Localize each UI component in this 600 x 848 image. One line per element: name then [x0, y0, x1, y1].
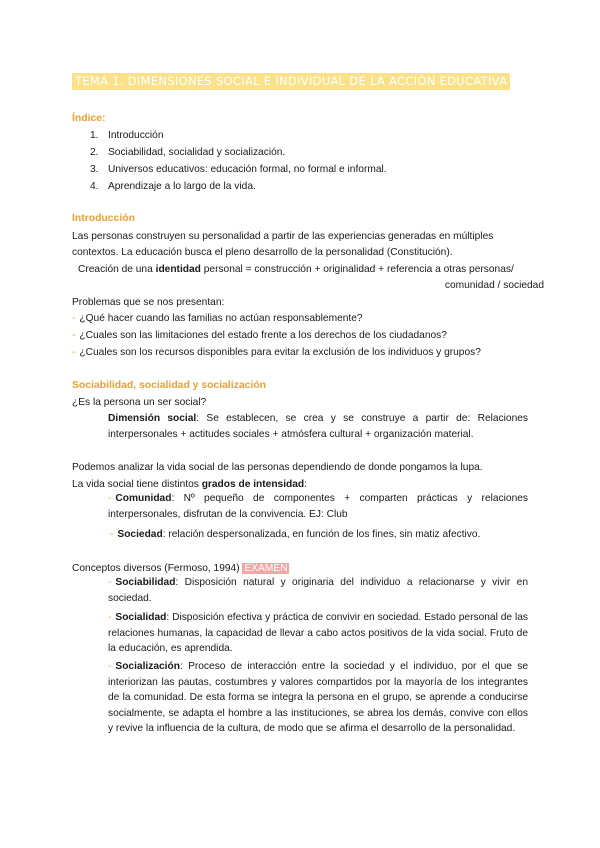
problem-text: ¿Cuales son las limitaciones del estado frente a los derechos de los ciudadanos?: [79, 330, 447, 341]
concepts-line: [72, 562, 289, 575]
social-dimension-paragraph: [108, 411, 528, 442]
sociedad-item: [110, 528, 480, 541]
sociability-heading: Sociabilidad, socialidad y socialización: [72, 380, 267, 391]
dash-icon: -: [108, 493, 112, 504]
exam-badge: EXAMEN: [244, 563, 288, 574]
index-item-number: 2.: [90, 147, 99, 158]
sociabilidad-item: [108, 575, 528, 606]
index-item-text: Universos educativos: educación formal, no formal e informal.: [108, 164, 387, 175]
problem-text: ¿Qué hacer cuando las familias no actúan responsablemente?: [79, 313, 363, 324]
comunidad-bold: Comunidad: [115, 493, 172, 504]
socializacion-bold: Socialización: [115, 661, 180, 672]
sociedad-bold: Sociedad: [117, 529, 163, 540]
grades-pre: La vida social tiene distintos: [72, 479, 199, 490]
problem-item-2: [72, 329, 447, 342]
sociabilidad-text: : Disposición natural y originaria del individuo a relacionarse y vivir en sociedad.: [108, 577, 528, 604]
intro-paragraph-line-1: Las personas construyen su personalidad a partir de las experiencias generadas en múltiples: [72, 231, 494, 242]
grades-line: [72, 478, 307, 491]
dash-icon: -: [72, 330, 76, 341]
problems-heading: Problemas que se nos presentan:: [72, 297, 225, 308]
identity-bold: identidad: [155, 264, 201, 275]
comunidad-text: : Nº pequeño de componentes + comparten prácticas y relaciones interpersonales, disfrutan de la convivencia. EJ: Club: [108, 493, 528, 520]
socializacion-item: [108, 659, 528, 737]
dash-icon: -: [108, 577, 112, 588]
dash-icon: -: [110, 529, 114, 540]
grades-post: :: [304, 479, 308, 490]
index-item-text: Sociabilidad, socialidad y socialización.: [108, 147, 286, 158]
index-item-2: [90, 146, 285, 159]
socialidad-bold: Socialidad: [115, 612, 167, 623]
index-item-text: Introducción: [108, 130, 164, 141]
socializacion-text: : Proceso de interacción entre la sociedad y el individuo, por el que se interiorizan las pautas, costumbres y valores compartidos por la mayoría de los integrantes de la comunidad. De esta forma se integra la persona en el grupo, se aprende a conducirse socialmente, se adapta el hombre a las instituciones, se abrea los demás, convive con ellos y revive la influencia de la cultura, de modo que se afirma el desarrollo de la personalidad.: [108, 661, 528, 734]
dash-icon: -: [108, 612, 112, 623]
sociedad-text: : relación despersonalizada, en función de los fines, sin matiz afectivo.: [162, 529, 481, 540]
concepts-pre: Conceptos diversos (Fermoso, 1994): [72, 563, 240, 574]
analyze-paragraph: Podemos analizar la vida social de las personas dependiendo de donde pongamos la lupa.: [72, 462, 483, 473]
dash-icon: -: [72, 347, 76, 358]
problem-text: ¿Cuales son los recursos disponibles para evitar la exclusión de los individuos y grupos?: [79, 347, 481, 358]
comunidad-item: [108, 491, 528, 522]
index-item-number: 1.: [90, 130, 99, 141]
problem-item-3: [72, 346, 481, 359]
grades-bold: grados de intensidad: [201, 479, 305, 490]
sociabilidad-bold: Sociabilidad: [115, 577, 176, 588]
index-item-4: [90, 180, 256, 193]
social-dimension-text: : Se establecen, se crea y se construye a partir de: Relaciones interpersonales + actitudes sociales + atmósfera cultural + organización material.: [108, 413, 528, 440]
index-item-number: 4.: [90, 181, 99, 192]
identity-pre: Creación de una: [78, 264, 153, 275]
index-item-1: [90, 129, 164, 142]
index-item-number: 3.: [90, 164, 99, 175]
social-question: ¿Es la persona un ser social?: [72, 397, 207, 408]
identity-post: personal = construcción + originalidad + referencia a otras personas/: [203, 264, 514, 275]
intro-paragraph-line-2: contextos. La educación busca el pleno desarrollo de la personalidad (Constitución).: [72, 247, 453, 258]
index-item-3: [90, 163, 387, 176]
document-title: TEMA 1. DIMENSIONES SOCIAL E INDIVIDUAL DE LA ACCIÓN EDUCATIVA: [72, 73, 510, 90]
social-dimension-bold: Dimensión social: [108, 413, 197, 424]
index-heading: Índice:: [72, 113, 106, 124]
problem-item-1: [72, 312, 363, 325]
index-item-text: Aprendizaje a lo largo de la vida.: [108, 181, 256, 192]
identity-formula-line-2: comunidad / sociedad: [444, 280, 544, 291]
identity-formula: [78, 263, 514, 276]
dash-icon: -: [72, 313, 76, 324]
dash-icon: -: [108, 661, 112, 672]
socialidad-item: [108, 610, 528, 657]
socialidad-text: : Disposición efectiva y práctica de convivir en sociedad. Estado personal de las relaciones humanas, la capacidad de llevar a cabo actos positivos de la vida social. Fruto de la educación, es aprendida.: [108, 612, 528, 654]
intro-heading: Introducción: [72, 213, 135, 224]
